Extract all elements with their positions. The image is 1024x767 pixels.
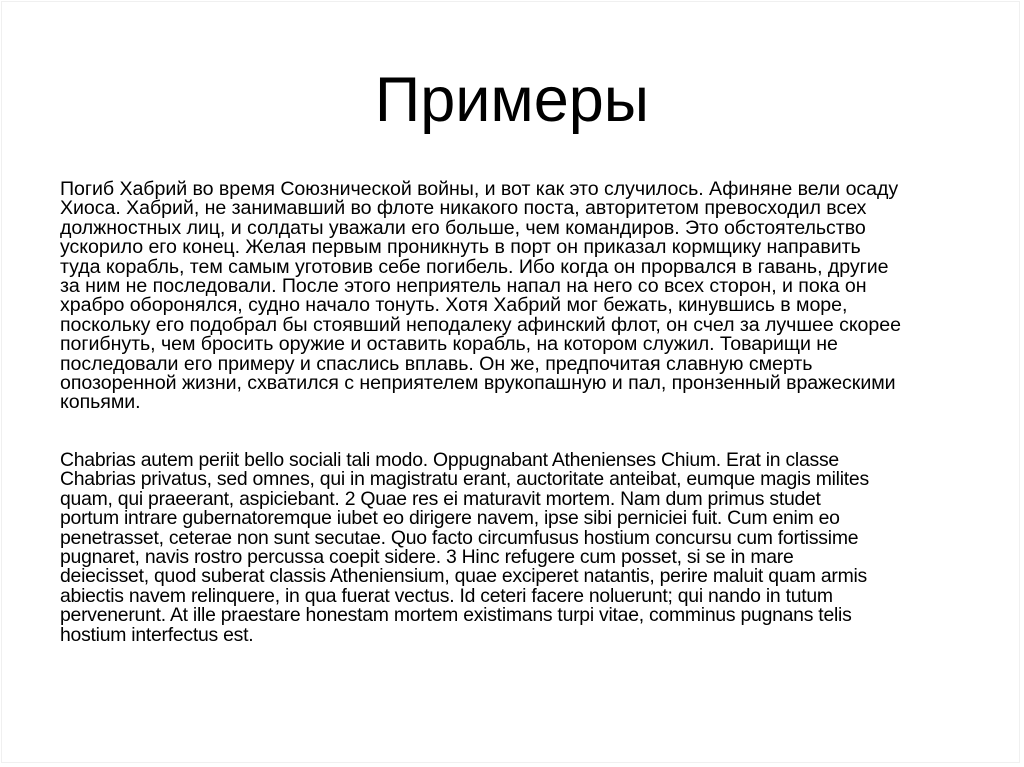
slide-body bbox=[60, 180, 972, 645]
text-line: копьями. bbox=[60, 391, 141, 414]
paragraph-latin bbox=[60, 448, 972, 646]
text-line: поскольку его подобрал бы стоявший неподалеку афинский флот, он счел за лучшее скорее bbox=[60, 313, 901, 336]
text-line: Chabrias autem periit bello sociali tali modo. Oppugnabant Athenienses Chium. Erat in classe bbox=[60, 448, 839, 471]
text-line: Хиоса. Хабрий, не занимавший во флоте никакого поста, авторитетом превосходил всех bbox=[60, 197, 867, 220]
paragraph-russian bbox=[60, 180, 972, 413]
text-line: pugnaret, navis rostro percussa coepit sidere. 3 Hinc refugere cum posset, si se in mare bbox=[60, 545, 794, 568]
text-line: за ним не последовали. После этого неприятель напал на него со всех сторон, и пока он bbox=[60, 275, 867, 298]
text-line: храбро оборонялся, судно начало тонуть. Хотя Хабрий мог бежать, кинувшись в море, bbox=[60, 294, 848, 317]
text-line: должностных лиц, и солдаты уважали его больше, чем командиров. Это обстоятельство bbox=[60, 216, 866, 239]
text-line: hostium interfectus est. bbox=[60, 623, 254, 646]
text-line: последовали его примеру и спаслись вплавь. Он же, предпочитая славную смерть bbox=[60, 352, 813, 375]
text-line: portum intrare gubernatoremque iubet eo dirigere navem, ipse sibi perniciei fuit. Cum enim eo bbox=[60, 507, 840, 530]
text-line: Chabrias privatus, sed omnes, qui in magistratu erant, auctoritate anteibat, eumque magis milites bbox=[60, 468, 869, 491]
slide-title: Примеры bbox=[374, 65, 650, 135]
text-line: deiecisset, quod suberat classis Atheniensium, quae exciperet natantis, perire maluit quam armis bbox=[60, 565, 867, 588]
text-line: погибнуть, чем бросить оружие и оставить корабль, на котором служил. Товарищи не bbox=[60, 333, 838, 356]
text-line: туда корабль, тем самым уготовив себе погибель. Ибо когда он прорвался в гавань, другие bbox=[60, 255, 889, 278]
text-line: ускорило его конец. Желая первым проникнуть в порт он приказал кормщику направить bbox=[60, 236, 861, 259]
text-line: pervenerunt. At ille praestare honestam mortem existimans turpi vitae, comminus pugnans telis bbox=[60, 604, 852, 627]
text-line: abiectis navem relinquere, in qua fuerat vectus. Id ceteri facere noluerunt; qui nando in tutum bbox=[60, 584, 833, 607]
text-line: penetrasset, ceterae non sunt secutae. Quo facto circumfusus hostium concursu cum fortissime bbox=[60, 526, 859, 549]
text-line: Погиб Хабрий во время Союзнической войны, и вот как это случилось. Афиняне вели осаду bbox=[60, 178, 899, 200]
text-line: quam, qui praeerant, aspiciebant. 2 Quae res ei maturavit mortem. Nam dum primus studet bbox=[60, 487, 821, 510]
text-line: опозоренной жизни, схватился с неприятелем врукопашную и пал, пронзенный вражескими bbox=[60, 372, 896, 395]
